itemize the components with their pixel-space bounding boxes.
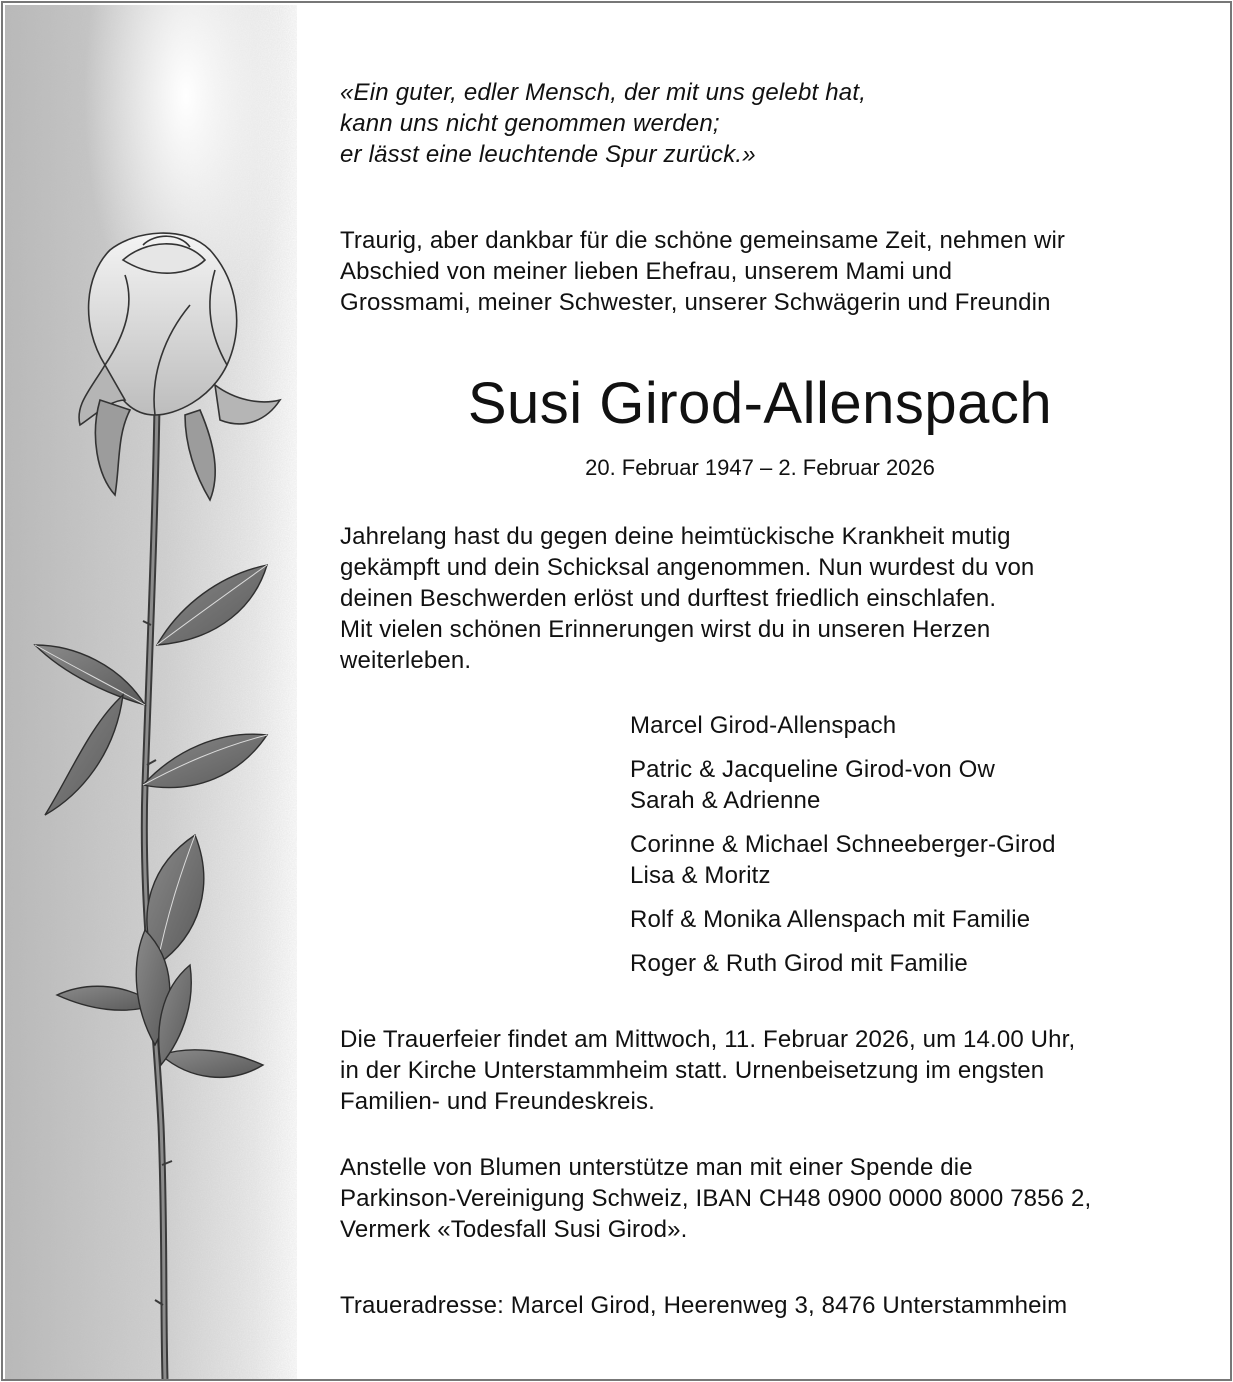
donation-paragraph	[340, 1152, 1091, 1245]
mourner-line: Lisa & Moritz	[630, 862, 771, 889]
message-line: Mit vielen schönen Erinnerungen wirst du in unseren Herzen	[340, 616, 991, 643]
donation-line: Parkinson-Vereinigung Schweiz, IBAN CH48 0900 0000 8000 7856 2,	[340, 1185, 1092, 1212]
mourner-line: Sarah & Adrienne	[630, 787, 821, 814]
mourner-line: Rolf & Monika Allenspach mit Familie	[630, 906, 1031, 933]
mourner-line: Roger & Ruth Girod mit Familie	[630, 950, 968, 977]
deceased-name: Susi Girod-Allenspach	[467, 371, 1053, 436]
message-line: weiterleben.	[340, 647, 472, 674]
quote-line: kann uns nicht genommen werden;	[340, 110, 720, 137]
quote-line: «Ein guter, edler Mensch, der mit uns gelebt hat,	[340, 79, 867, 106]
mourner-group	[630, 754, 1056, 816]
mourner-line: Marcel Girod-Allenspach	[630, 712, 897, 739]
intro-line: Grossmami, meiner Schwester, unserer Schwägerin und Freundin	[340, 289, 1051, 316]
intro-line: Abschied von meiner lieben Ehefrau, unserem Mami und	[340, 258, 953, 285]
quote-line: er lässt eine leuchtende Spur zurück.»	[340, 141, 756, 168]
intro-paragraph	[340, 225, 1065, 318]
ceremony-line: Die Trauerfeier findet am Mittwoch, 11. Februar 2026, um 14.00 Uhr,	[340, 1026, 1076, 1053]
ceremony-line: Familien- und Freundeskreis.	[340, 1088, 655, 1115]
donation-line: Vermerk «Todesfall Susi Girod».	[340, 1216, 688, 1243]
mourner-group	[630, 829, 1056, 891]
mourners-list	[630, 710, 1056, 992]
mourner-group	[630, 904, 1056, 935]
life-dates: 20. Februar 1947 – 2. Februar 2026	[585, 455, 935, 480]
mourner-line: Corinne & Michael Schneeberger-Girod	[630, 831, 1056, 858]
message-line: Jahrelang hast du gegen deine heimtückische Krankheit mutig	[340, 523, 1011, 550]
ceremony-line: in der Kirche Unterstammheim statt. Urnenbeisetzung im engsten	[340, 1057, 1045, 1084]
mourning-address	[340, 1290, 1067, 1321]
message-line: deinen Beschwerden erlöst und durftest friedlich einschlafen.	[340, 585, 997, 612]
mourner-group	[630, 710, 1056, 741]
rose-illustration	[5, 5, 297, 1379]
donation-line: Anstelle von Blumen unterstütze man mit einer Spende die	[340, 1154, 973, 1181]
message-paragraph	[340, 521, 1034, 676]
obituary-notice	[1, 1, 1232, 1381]
ceremony-paragraph	[340, 1024, 1075, 1117]
mourner-group	[630, 948, 1056, 979]
mourner-line: Patric & Jacqueline Girod-von Ow	[630, 756, 995, 783]
address-line: Traueradresse: Marcel Girod, Heerenweg 3, 8476 Unterstammheim	[340, 1292, 1068, 1319]
message-line: gekämpft und dein Schicksal angenommen. Nun wurdest du von	[340, 554, 1035, 581]
intro-line: Traurig, aber dankbar für die schöne gemeinsame Zeit, nehmen wir	[340, 227, 1066, 254]
memorial-quote	[340, 77, 866, 170]
